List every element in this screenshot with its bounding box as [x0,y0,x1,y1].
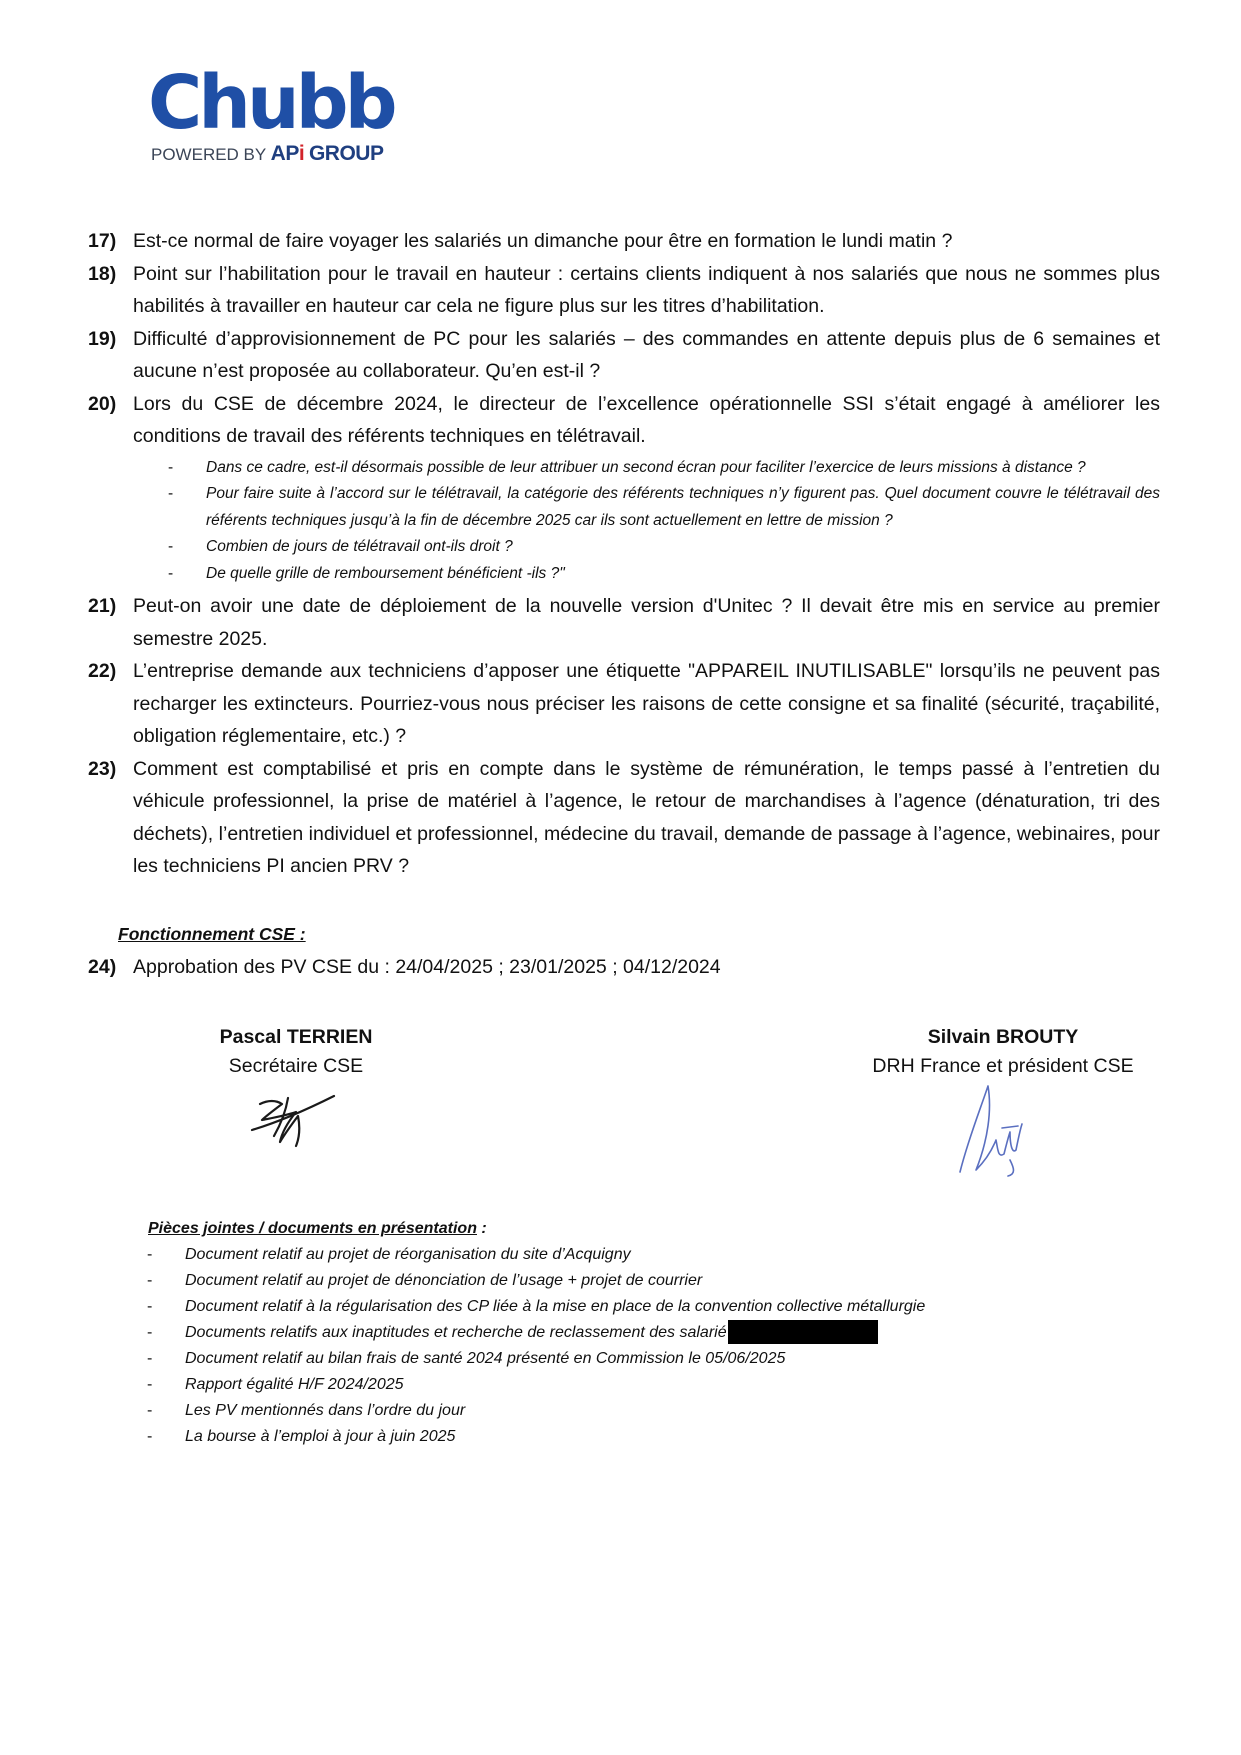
item-text: Difficulté d’approvisionnement de PC pour les salariés – des commandes en attente depuis plus de 6 semaines et aucune n’est proposée au collaborateur. Qu’en est-il ? [133,327,1160,382]
agenda-item-22 [88,655,1160,753]
item-number: 22) [88,660,117,682]
item-number: 23) [88,757,117,780]
signatory-name: Pascal TERRIEN [219,1026,373,1048]
signatory-role: Secrétaire CSE [228,1055,364,1077]
agenda-item-21 [88,590,1160,655]
item-text: Comment est comptabilisé et pris en compte dans le système de rémunération, le temps passé à l’entretien du véhicule professionnel, la prise de matériel à l’agence, le retour de marchandises à l’agence (dénaturation, tri des déchets), l’entretien individuel et professionnel, médecine du travail, demande de passage à l’agence, webinaires, pour les techniciens PI ancien PRV ? [133,757,1160,877]
item-text: Peut-on avoir une date de déploiement de la nouvelle version d'Unitec ? Il devait être mis en service au premier semestre 2025. [133,595,1160,650]
attachment-item: - Document relatif à la régularisation des CP liée à la mise en place de la convention collective métallurgie [147,1298,926,1315]
handwritten-signature-left [248,1086,338,1157]
agenda-item-24 [88,951,1160,984]
sub-question-list [133,455,1160,588]
sub-question: - Pour faire suite à l’accord sur le télétravail, la catégorie des référents techniques n’y figurent pas. Quel document couvre le télétravail des référents techniques jusqu’à la fin de décembre 2025 car ils sont actuellement en lettre de mission ? [168,485,1160,529]
agenda-item-20 [88,388,1160,591]
item-main-text: Lors du CSE de décembre 2024, le directeur de l’excellence opérationnelle SSI s’était engagé à améliorer les conditions de travail des référents techniques en télétravail. [133,392,1160,447]
logo-tagline [151,142,394,166]
item-number: 20) [88,392,117,415]
redaction-box [728,1320,878,1344]
attachment-item: - Les PV mentionnés dans l’ordre du jour [147,1402,466,1419]
agenda-content [88,225,1160,983]
sub-question: - Dans ce cadre, est-il désormais possible de leur attribuer un second écran pour faciliter l’exercice de leurs missions à distance ? [168,458,1086,476]
signatory-name: Silvain BROUTY [927,1026,1079,1048]
chubb-logo [148,60,394,166]
logo-api: APi [270,142,305,165]
item-number: 24) [88,955,117,978]
item-text: Est-ce normal de faire voyager les salariés un dimanche pour être en formation le lundi matin ? [133,230,953,252]
handwritten-signature-right [948,1080,1028,1185]
item-text: Approbation des PV CSE du : 24/04/2025 ; 23/01/2025 ; 04/12/2024 [133,955,721,978]
section-title-fonctionnement: Fonctionnement CSE : [118,923,306,944]
logo-group: GROUP [308,142,384,165]
agenda-item-23 [88,753,1160,883]
item-number: 21) [88,595,117,617]
item-text [133,388,1160,591]
signature-block-president [843,1023,1163,1081]
attachments-section [148,1216,1108,1450]
attachments-title: Pièces jointes / documents en présentation : [148,1220,487,1237]
sub-question: - Combien de jours de télétravail ont-ils droit ? [168,538,513,555]
agenda-item-17 [88,225,1160,258]
item-number: 17) [88,230,117,252]
attachment-item: - Rapport égalité H/F 2024/2025 [147,1376,404,1393]
attachment-item: - Documents relatifs aux inaptitudes et recherche de reclassement des salarié [147,1320,1108,1346]
attachment-item: - Document relatif au projet de réorganisation du site d’Acquigny [147,1246,631,1263]
agenda-item-19 [88,323,1160,388]
attachment-item: - Document relatif au bilan frais de santé 2024 présenté en Commission le 05/06/2025 [147,1350,786,1367]
logo-wordmark: Chubb [148,60,394,146]
attachment-item: - La bourse à l’emploi à jour à juin 2025 [147,1428,456,1445]
attachments-list [148,1242,1108,1450]
logo-powered-by: POWERED BY [151,145,266,164]
signatory-role: DRH France et président CSE [872,1055,1134,1077]
signature-block-secretary [196,1023,396,1081]
agenda-item-18 [88,258,1160,323]
item-text: Point sur l’habilitation pour le travail en hauteur : certains clients indiquent à nos salariés que nous ne sommes plus habilités à travailler en hauteur car cela ne figure plus sur les titres d’habilitation. [133,262,1160,317]
sub-question: - De quelle grille de remboursement bénéficient -ils ?" [168,564,565,582]
item-number: 18) [88,262,117,285]
attachment-item: - Document relatif au projet de dénonciation de l’usage + projet de courrier [147,1272,703,1289]
item-number: 19) [88,327,117,350]
item-text: L’entreprise demande aux techniciens d’apposer une étiquette "APPAREIL INUTILISABLE" lorsqu’ils ne peuvent pas recharger les extincteurs. Pourriez-vous nous préciser les raisons de cette consigne et sa finalité (sécurité, traçabilité, obligation réglementaire, etc.) ? [133,660,1160,747]
